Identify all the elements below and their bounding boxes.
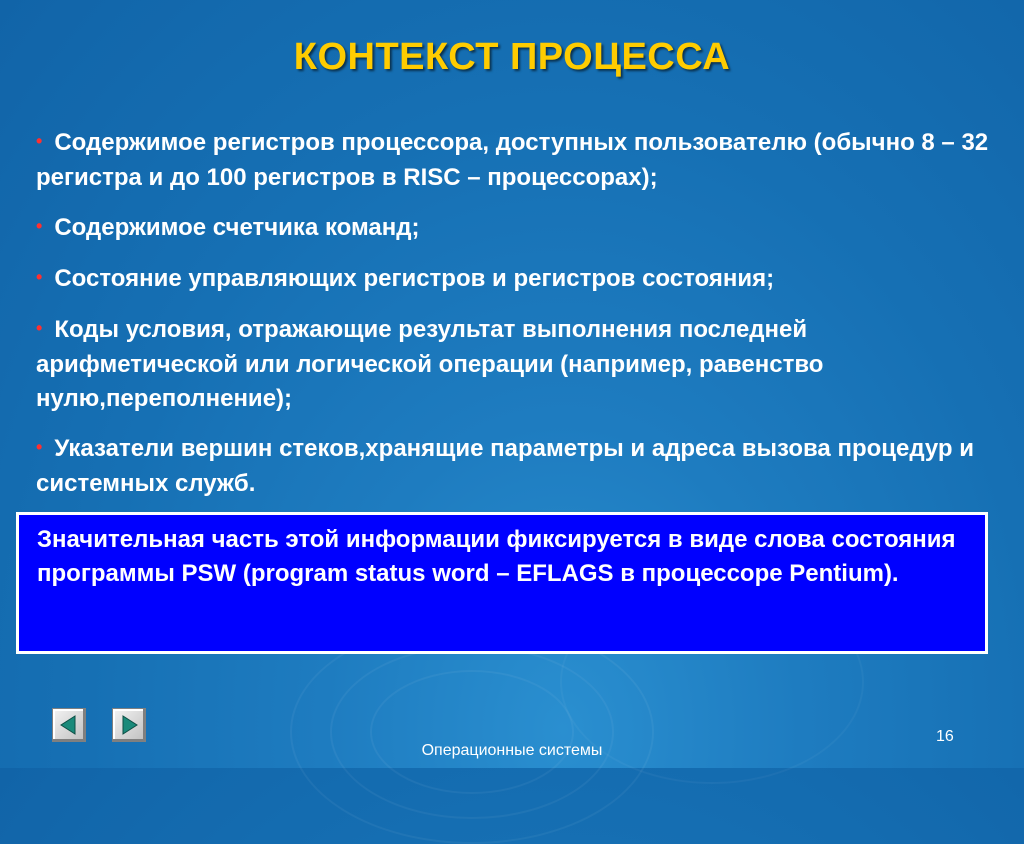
bullet-text: Содержимое счетчика команд; xyxy=(54,214,420,241)
bullet-list xyxy=(36,126,996,517)
footer-title: Операционные системы xyxy=(421,742,603,759)
bullet-marker: • xyxy=(36,216,43,236)
ripple-decoration xyxy=(370,670,574,794)
bullet-text: Состояние управляющих регистров и регистров состояния; xyxy=(54,265,775,292)
bullet-item xyxy=(36,211,996,246)
bullet-text: Коды условия, отражающие результат выполнения последней арифметической или логической операции (например, равенство нулю,переполнение); xyxy=(36,316,824,412)
next-slide-button[interactable] xyxy=(112,708,146,742)
bullet-item xyxy=(36,313,996,416)
bullet-text: Указатели вершин стеков,хранящие параметры и адреса вызова процедур и системных служб. xyxy=(36,435,974,497)
psw-note-box xyxy=(16,512,988,654)
bullet-marker: • xyxy=(36,318,43,338)
bullet-marker: • xyxy=(36,267,43,287)
slide-title: КОНТЕКСТ ПРОЦЕССА xyxy=(293,36,731,78)
bullet-marker: • xyxy=(36,131,43,151)
bullet-text: Содержимое регистров процессора, доступных пользователю (обычно 8 – 32 регистра и до 100 регистров в RISC – процессорах); xyxy=(36,129,989,191)
page-number: 16 xyxy=(936,728,954,745)
previous-slide-button[interactable] xyxy=(52,708,86,742)
triangle-right-icon xyxy=(118,714,140,736)
bullet-item xyxy=(36,126,996,195)
bullet-item xyxy=(36,262,996,297)
bullet-item xyxy=(36,432,996,501)
bullet-marker: • xyxy=(36,437,43,457)
triangle-left-icon xyxy=(58,714,80,736)
psw-note-text: Значительная часть этой информации фиксируется в виде слова состояния программы PSW (program status word – EFLAGS в процессоре Pentium). xyxy=(37,526,956,587)
